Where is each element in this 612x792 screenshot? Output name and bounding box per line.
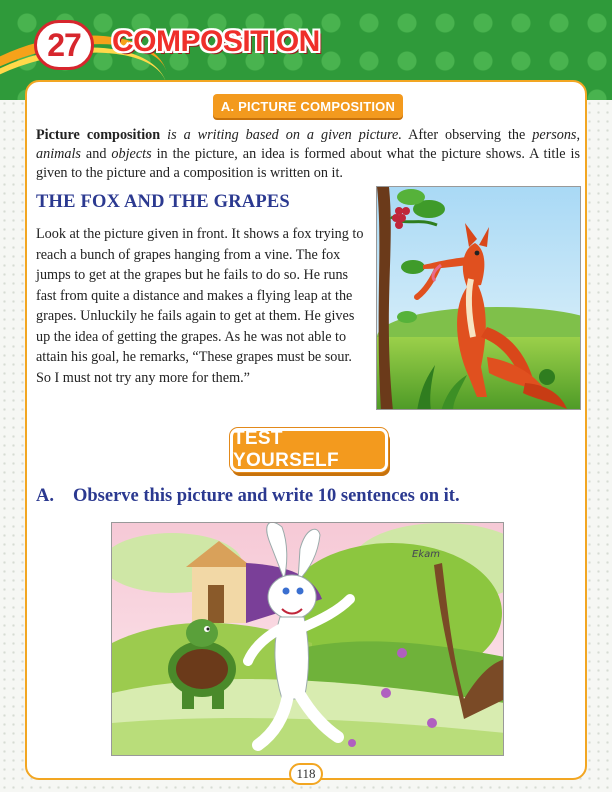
story-title: THE FOX AND THE GRAPES: [36, 192, 290, 212]
test-yourself-banner: TEST YOURSELF: [230, 428, 388, 472]
intro-word-persons: persons: [532, 127, 577, 143]
intro-definition: is a writing based on a given picture.: [167, 127, 402, 143]
rabbit-and-tortoise-illustration: [111, 522, 504, 756]
section-heading: A. PICTURE COMPOSITION: [213, 94, 403, 118]
intro-paragraph: Picture composition is a writing based on a given picture. After observing the persons, animals and objects in the picture, an idea is formed about what the picture shows. A title is given to the picture and a composition is written on it.: [36, 127, 581, 181]
page-number: 118: [289, 763, 323, 785]
intro-word-animals: animals: [36, 146, 81, 162]
chapter-title: COMPOSITION: [112, 25, 320, 58]
story-paragraph: Look at the picture given in front. It shows a fox trying to reach a bunch of grapes hanging from a vine. The fox jumps to get at the grapes but he fails to do so. He runs fast from quite a distance and makes a flying leap at the grapes. Unluckily he fails again to get at them. He gives up the idea of getting the grapes. As he was not able to attain his goal, he remarks, “These grapes must be sour. So I must not try any more for them.”: [36, 226, 364, 386]
content-card: [25, 80, 587, 780]
chapter-number-badge: 27: [34, 20, 94, 70]
fox-and-grapes-illustration: [376, 186, 581, 410]
question-text: Observe this picture and write 10 sentences on it.: [73, 486, 460, 506]
question-label: A.: [36, 486, 54, 506]
intro-term: Picture composition: [36, 127, 161, 143]
intro-word-objects: objects: [111, 146, 152, 162]
artist-signature: Ekam: [412, 549, 440, 560]
fox-illustration-svg: [377, 187, 581, 410]
rabbit-illustration-svg: [112, 523, 504, 756]
